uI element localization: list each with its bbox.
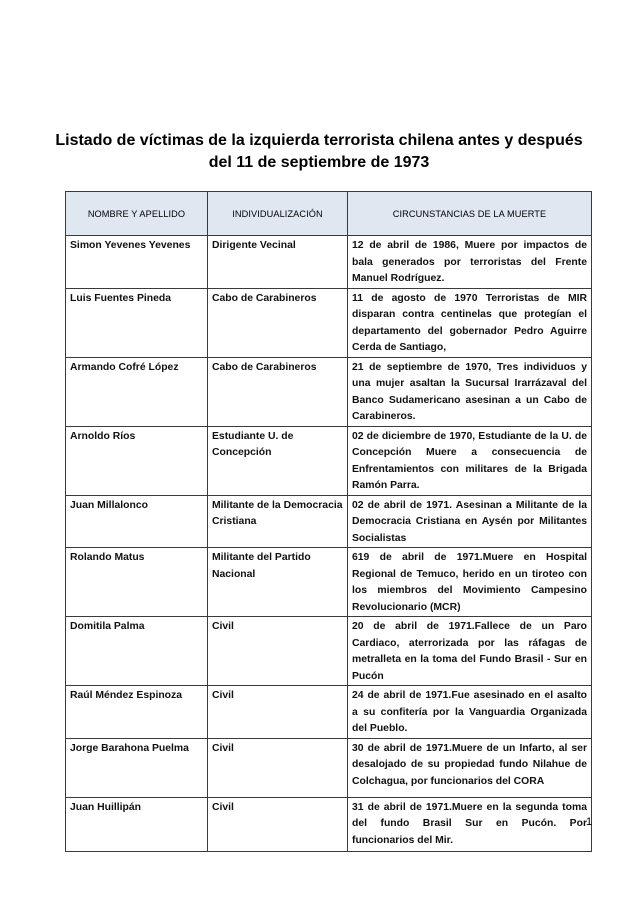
table-row [66, 236, 592, 289]
table-row [66, 426, 592, 495]
cell-name: Arnoldo Ríos [66, 426, 208, 495]
column-header-circumstances: CIRCUNSTANCIAS DE LA MUERTE [348, 192, 592, 236]
cell-name: Rolando Matus [66, 548, 208, 617]
cell-circumstances: 11 de agosto de 1970 Terroristas de MIR disparan contra centinelas que protegían el departamento del gobernador Pedro Aguirre Cerda de Santiago, [348, 288, 592, 357]
cell-circumstances: 619 de abril de 1971.Muere en Hospital Regional de Temuco, herido en un tiroteo con los miembros del Movimiento Campesino Revolucionario (MCR) [348, 548, 592, 617]
cell-name: Juan Millalonco [66, 495, 208, 548]
cell-individualization: Civil [208, 617, 348, 686]
cell-circumstances: 02 de abril de 1971. Asesinan a Militante de la Democracia Cristiana en Aysén por Militantes Socialistas [348, 495, 592, 548]
table-row [66, 357, 592, 426]
cell-individualization: Dirigente Vecinal [208, 236, 348, 289]
cell-name: Domitila Palma [66, 617, 208, 686]
table-header-row [66, 192, 592, 236]
column-header-name: NOMBRE Y APELLIDO [66, 192, 208, 236]
cell-name: Raúl Méndez Espinoza [66, 686, 208, 739]
title-line-1: Listado de víctimas de la izquierda terrorista chilena antes y después [55, 132, 583, 149]
cell-individualization: Civil [208, 738, 348, 797]
cell-circumstances: 24 de abril de 1971.Fue asesinado en el asalto a su confitería por la Vanguardia Organizada del Pueblo. [348, 686, 592, 739]
cell-individualization: Civil [208, 686, 348, 739]
cell-name: Jorge Barahona Puelma [66, 738, 208, 797]
cell-name: Simon Yevenes Yevenes [66, 236, 208, 289]
cell-individualization: Cabo de Carabineros [208, 357, 348, 426]
table-row [66, 797, 592, 851]
cell-individualization: Militante del Partido Nacional [208, 548, 348, 617]
cell-individualization: Militante de la Democracia Cristiana [208, 495, 348, 548]
cell-circumstances: 31 de abril de 1971.Muere en la segunda toma del fundo Brasil Sur en Pucón. Por funcionarios del Mir. [348, 797, 592, 851]
cell-individualization: Cabo de Carabineros [208, 288, 348, 357]
cell-name: Juan Huillipán [66, 797, 208, 851]
table-row [66, 738, 592, 797]
table-row [66, 548, 592, 617]
cell-individualization: Civil [208, 797, 348, 851]
cell-name: Luis Fuentes Pineda [66, 288, 208, 357]
table-row [66, 288, 592, 357]
table-row [66, 495, 592, 548]
document-title [40, 130, 598, 174]
cell-individualization: Estudiante U. de Concepción [208, 426, 348, 495]
column-header-individualization: INDIVIDUALIZACIÓN [208, 192, 348, 236]
table-row [66, 686, 592, 739]
cell-circumstances: 20 de abril de 1971.Fallece de un Paro Cardiaco, aterrorizada por las ráfagas de metralleta en la toma del Fundo Brasil - Sur en Pucón [348, 617, 592, 686]
cell-circumstances: 21 de septiembre de 1970, Tres individuos y una mujer asaltan la Sucursal Irarrázaval del Banco Sudamericano asesinan a un Cabo de Carabineros. [348, 357, 592, 426]
cell-circumstances: 30 de abril de 1971.Muere de un Infarto, al ser desalojado de su propiedad fundo Nilahue de Colchagua, por funcionarios del CORA [348, 738, 592, 797]
cell-name: Armando Cofré López [66, 357, 208, 426]
cell-circumstances: 02 de diciembre de 1970, Estudiante de la U. de Concepción Muere a consecuencia de Enfrentamientos con militares de la Brigada Ramón Parra. [348, 426, 592, 495]
cell-circumstances: 12 de abril de 1986, Muere por impactos de bala generados por terroristas del Frente Manuel Rodríguez. [348, 236, 592, 289]
title-line-2: del 11 de septiembre de 1973 [208, 154, 430, 171]
table-row [66, 617, 592, 686]
victims-table [65, 191, 592, 852]
page-number: 1 [586, 816, 593, 828]
